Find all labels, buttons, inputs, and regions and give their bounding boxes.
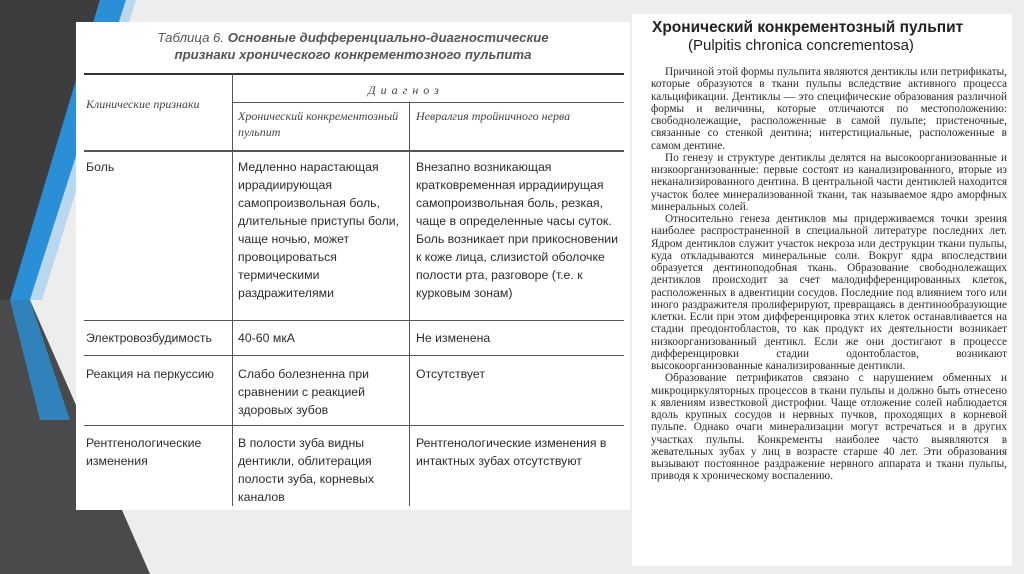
row-pain-col1: Медленно нарастающая иррадиирующая самопроизвольная боль, длительные приступы боли, чаще ночью, может провоцироваться термическими раздражителями — [238, 160, 400, 300]
row-excitability-sign: Электровозбудимость — [86, 331, 212, 345]
row-pain-sign: Боль — [86, 160, 115, 174]
row-xray-col1: В полости зуба видны дентикли, облитерация полости зуба, корневых каналов — [238, 436, 375, 504]
table-title-label: Таблица 6. — [157, 30, 225, 45]
row-excitability-col1: 40-60 мкА — [238, 331, 295, 345]
header-sub-rule — [232, 102, 624, 103]
article-title: Хронический конкрементозный пульпит — [652, 19, 964, 36]
row-rule-3 — [84, 425, 624, 426]
col-divider-1 — [232, 74, 233, 506]
row-percussion-col2: Отсутствует — [416, 367, 485, 381]
header-bottom-rule — [84, 150, 624, 152]
row-percussion-col1: Слабо болезненна при сравнении с реакцией здоровых зубов — [238, 367, 370, 417]
header-col1: Хронический конкрементозный пульпит — [238, 109, 399, 139]
article-panel — [632, 14, 1012, 566]
article-paragraph: По генезу и структуре дентиклы делятся на высокоорганизованные и низкоорганизованные: первые состоят из канализированного, вторые из неканализированного дентина. В центральной части дентиклей находится участок более минерализованной ткани, так называемое ядро аморфных минеральных солей. — [651, 151, 1007, 213]
article-paragraph: Относительно генеза дентиклов мы придерживаемся точки зрения наиболее распространенной в специальной литературе последних лет. Ядром дентиклов служит участок некроза или деструкции ткани пульпы, куда откладываются минеральные соли. Вокруг ядра впоследствии образуется дентиноподобная ткань. Образование свободнолежащих дентиклов происходит за счет малодифференцированных клеток, расположенных в адвентиции сосудов. Последние под влиянием того или иного раздражителя пролиферируют, превращаясь в дентинообразующие клетки. Если при этом дифференцировка этих клеток останавливается на стадии преодонтобластов, то как продукт их деятельности возникает низкоорганизованный дентикл. Если же они достигают в процессе дифференцировки стадии одонтобластов, возникают высокоорганизованные канализированные дентикли. — [651, 213, 1007, 372]
row-percussion-sign: Реакция на перкуссию — [86, 367, 215, 381]
header-diagnosis: Диагноз — [368, 83, 444, 97]
row-excitability-col2: Не изменена — [416, 331, 491, 345]
article-subtitle: (Pulpitis chronica concrementosa) — [688, 37, 914, 54]
col-divider-2 — [409, 102, 410, 506]
row-xray-sign: Рентгенологические изменения — [86, 436, 202, 468]
row-pain-col2: Внезапно возникающая кратковременная иррадиирущая самопроизвольная боль, резкая, чаще в определенные часы суток. Боль возникает при прикосновении к коже лица, слизистой оболочке полости рта, разговоре (т.е. к курковым зонам) — [416, 160, 619, 300]
article-paragraph: Образование петрификатов связано с нарушением обменных и микроциркуляторных процессов в ткани пульпы и должно быть отнесено к явлениям известковой дистрофии. Чаще отложение солей наблюдается вдоль крупных сосудов и нервных пучков, проходящих в корневой пульпе. Однако очаги минерализации могут встречаться и в других участках пульпы. Конкременты наиболее часто выявляются в жевательных зубах у лиц в возрасте старше 40 лет. Эти образования вызывают постоянное раздражение нервного аппарата и ткани пульпы, приводя к хроническому воспалению. — [651, 372, 1007, 483]
header-col2: Невралгия тройничного нерва — [416, 109, 571, 123]
table-top-rule — [84, 73, 624, 75]
table-title-main: Основные дифференциально-диагностические — [227, 30, 549, 45]
diagnostic-table-panel — [76, 22, 630, 510]
row-xray-col2: Рентгенологические изменения в интактных зубах отсутствуют — [416, 436, 607, 468]
article-paragraph: Причиной этой формы пульпита являются дентиклы или петрификаты, которые образуются в ткани пульпы вследствие активного процесса кальцификации. Дентиклы — это специфические образования различной формы и величины, которые отличаются по местоположению: свободнолежащие, расположенные в самой пульпе; пристеночные, связанные со стенкой дентина; интерстициальные, расположенные в самом дентине. — [651, 66, 1007, 152]
header-clinical-signs: Клинические признаки — [86, 97, 200, 111]
article-body — [651, 66, 1007, 483]
row-rule-1 — [84, 320, 624, 321]
table-title — [84, 29, 622, 63]
table-title-line2: признаки хронического конкрементозного пульпита — [174, 47, 532, 62]
row-rule-2 — [84, 355, 624, 356]
